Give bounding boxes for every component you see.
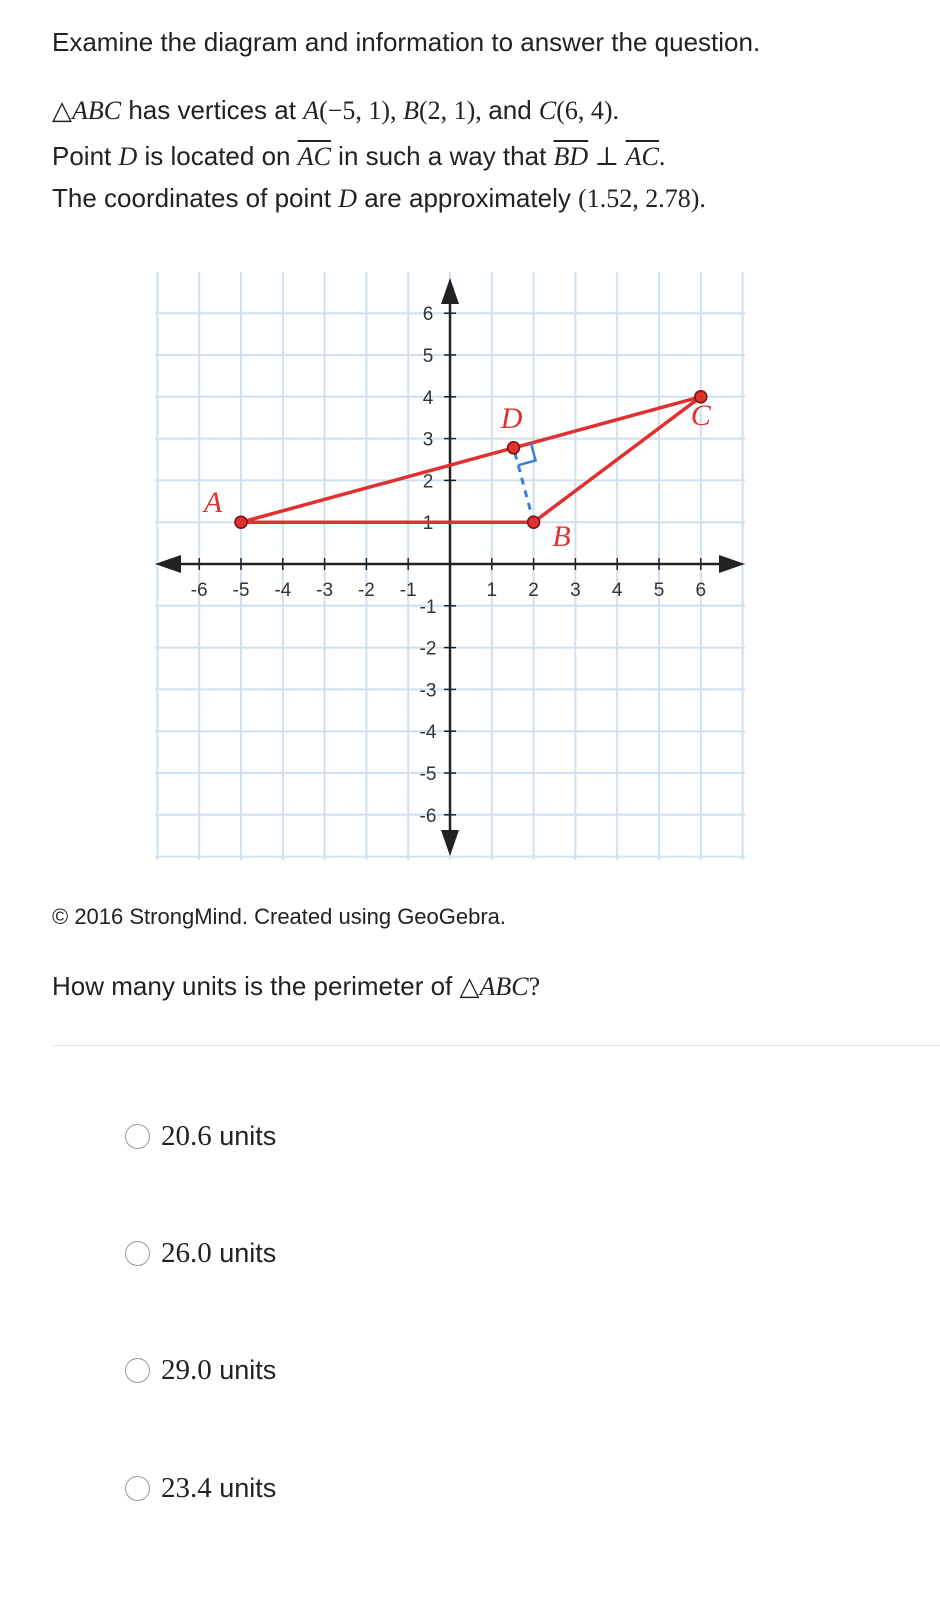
point-b-name: B — [403, 96, 419, 125]
radio-button[interactable] — [125, 1241, 150, 1266]
choice-label[interactable]: 29.0 units — [161, 1353, 277, 1386]
segment-ac-2: $\overline{AC}$ — [625, 142, 659, 171]
d-coords-value: (1.52, 2.78). — [578, 184, 706, 213]
question-triangle-name: ABC — [479, 972, 529, 1001]
x-tick-label: -4 — [274, 580, 292, 601]
x-tick-label: 6 — [695, 580, 707, 601]
vertices-text: has vertices at — [121, 95, 304, 125]
y-tick-label: 4 — [422, 387, 434, 409]
segment-ac: $\overline{AC}$ — [297, 142, 331, 171]
perpendicular-symbol: ⊥ — [588, 142, 626, 171]
point-label-d: D — [500, 401, 523, 435]
choice-label[interactable]: 26.0 units — [161, 1236, 277, 1269]
x-axis-left-arrow — [155, 555, 181, 573]
y-tick-label: -2 — [419, 638, 437, 660]
point-label-a: A — [203, 486, 223, 520]
such-text: in such a way that — [330, 141, 554, 171]
and-text: and — [488, 95, 539, 125]
are-text: are approximately — [356, 183, 579, 213]
choice-label[interactable]: 23.4 units — [161, 1471, 277, 1504]
located-text: is located on — [137, 141, 298, 171]
y-tick-label: -6 — [419, 805, 437, 827]
x-tick-label: 4 — [611, 580, 623, 601]
period: . — [658, 142, 666, 171]
y-tick-label: 2 — [422, 471, 434, 493]
radio-button[interactable] — [125, 1476, 150, 1501]
y-axis-down-arrow — [441, 830, 459, 856]
question-mark: ? — [528, 972, 541, 1001]
triangle-symbol-icon-2: △ — [459, 972, 480, 1001]
segment-bd: $\overline{BD}$ — [553, 142, 589, 171]
triangle-symbol-icon: △ — [52, 96, 72, 125]
y-tick-label: -3 — [419, 680, 437, 702]
y-tick-labels — [420, 304, 437, 827]
point-d-coordinates — [52, 180, 706, 217]
triangle-shapes — [235, 391, 707, 528]
point-labels — [202, 399, 712, 553]
y-axis-up-arrow — [441, 278, 459, 304]
x-tick-label: -2 — [357, 580, 375, 601]
x-tick-label: 2 — [528, 580, 539, 601]
point-d-description — [52, 138, 665, 175]
point-c-name: C — [538, 96, 557, 125]
x-tick-label: 5 — [653, 580, 665, 601]
divider — [52, 1045, 940, 1046]
point-c-coords: (6, 4). — [556, 96, 620, 125]
point-d — [508, 442, 520, 454]
point-a — [235, 516, 247, 528]
x-tick-label: -6 — [190, 580, 208, 601]
given-vertices — [52, 92, 619, 129]
segment-bd-line — [514, 448, 534, 522]
choice-label[interactable]: 20.6 units — [161, 1119, 277, 1152]
copyright-credit: © 2016 StrongMind. Created using GeoGebra. — [52, 904, 507, 929]
answer-choice-1[interactable] — [125, 1116, 276, 1156]
radio-button[interactable] — [125, 1358, 150, 1383]
coordinate-graph — [155, 272, 745, 860]
x-tick-label: -1 — [399, 580, 417, 601]
x-tick-label: -5 — [232, 580, 250, 601]
x-tick-label: 3 — [570, 580, 581, 601]
point-text: Point — [52, 141, 119, 171]
y-tick-label: 6 — [422, 304, 434, 326]
answer-choice-3[interactable] — [125, 1350, 276, 1390]
point-a-coords: (−5, 1), — [319, 96, 404, 125]
answer-choice-4[interactable] — [125, 1468, 276, 1508]
point-b-coords: (2, 1), — [418, 96, 489, 125]
y-tick-label: 1 — [422, 513, 434, 535]
x-axis-right-arrow — [719, 555, 745, 573]
point-a-name: A — [303, 96, 320, 125]
axes — [155, 278, 745, 856]
radio-button[interactable] — [125, 1124, 150, 1149]
y-tick-label: -4 — [419, 722, 437, 744]
question-text — [52, 968, 540, 1005]
answer-choice-2[interactable] — [125, 1233, 276, 1273]
question-body: How many units is the perimeter of — [52, 971, 460, 1001]
point-label-c: C — [690, 398, 711, 432]
y-tick-label: -1 — [419, 596, 437, 618]
x-tick-labels — [191, 580, 706, 601]
triangle-name: ABC — [72, 96, 122, 125]
point-b — [528, 516, 540, 528]
y-tick-label: 5 — [422, 346, 434, 367]
triangle-abc — [241, 397, 701, 522]
point-d-name: D — [118, 142, 138, 171]
point-label-b: B — [552, 520, 571, 554]
point-d-name-2: D — [338, 184, 357, 213]
instruction-text: Examine the diagram and information to answer the question. — [52, 27, 761, 57]
coords-text: The coordinates of point — [52, 183, 339, 213]
x-tick-label: -3 — [316, 580, 334, 601]
y-tick-label: -5 — [419, 764, 437, 785]
x-tick-label: 1 — [486, 580, 498, 601]
y-tick-label: 3 — [422, 429, 434, 451]
